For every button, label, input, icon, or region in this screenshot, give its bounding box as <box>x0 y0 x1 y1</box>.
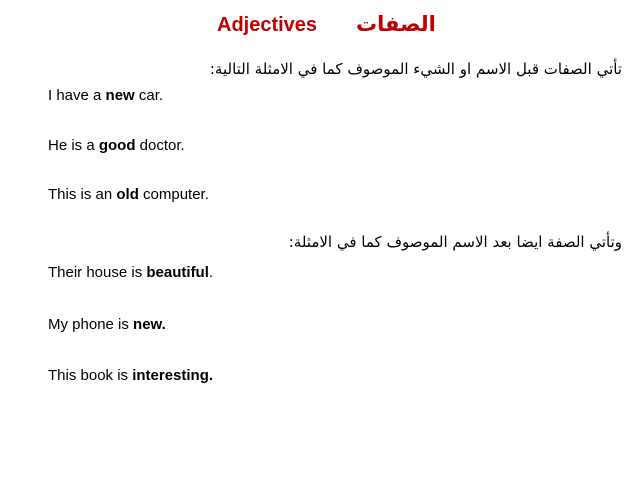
adjective: interesting. <box>132 367 214 384</box>
section1-intro: تأتي الصفات قبل الاسم او الشيء الموصوف كما في الامثلة التالية: <box>209 60 622 78</box>
adjective: new. <box>133 316 166 333</box>
example-sentence: This is an old computer. <box>48 186 209 203</box>
adjective: good <box>98 137 136 154</box>
title-row <box>0 10 638 40</box>
example-sentence: Their house is beautiful. <box>48 264 214 281</box>
adjective: old <box>116 186 139 203</box>
example-sentence: He is a good doctor. <box>48 137 185 154</box>
adjective: beautiful <box>146 264 209 281</box>
example-sentence: I have a new car. <box>48 87 164 104</box>
title-arabic: الصفات <box>356 12 436 36</box>
title-english: Adjectives <box>217 14 318 36</box>
example-sentence: This book is interesting. <box>48 367 214 384</box>
adjective: new <box>105 87 135 104</box>
section2-intro: وتأتي الصفة ايضا بعد الاسم الموصوف كما في الامثلة: <box>288 233 622 251</box>
example-sentence: My phone is new. <box>48 316 166 333</box>
